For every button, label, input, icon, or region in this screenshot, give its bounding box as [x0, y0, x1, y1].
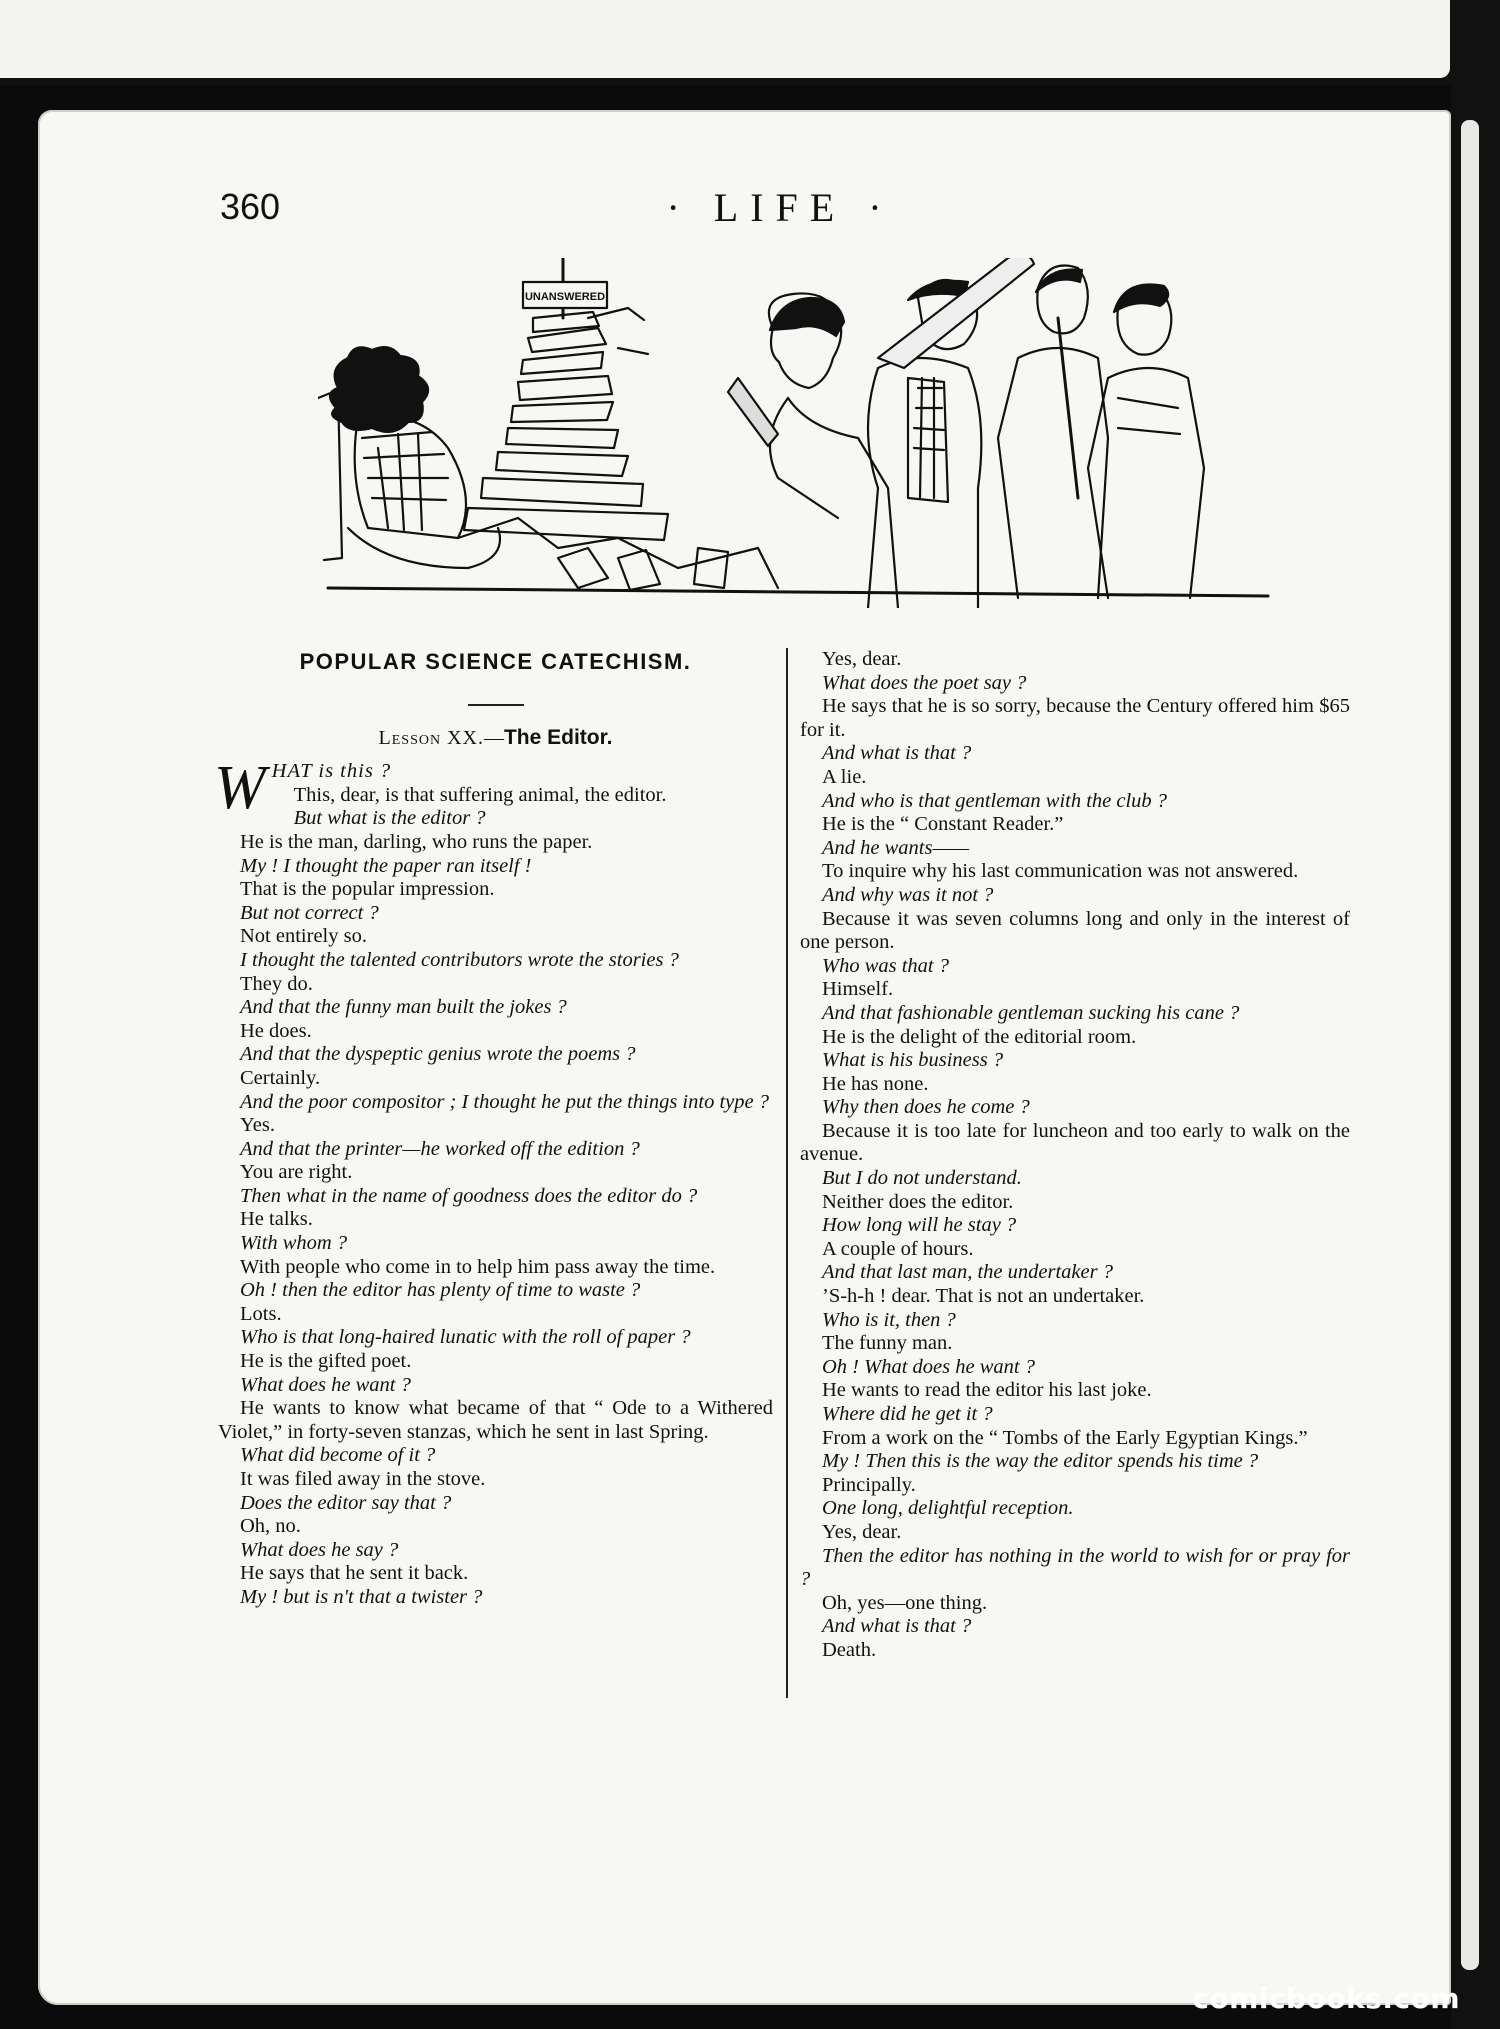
- right-answer-line: Because it was seven columns long and only in the interest of one person.: [800, 907, 1350, 954]
- funny-man-figure: [1088, 284, 1204, 598]
- lesson-title: The Editor.: [503, 725, 613, 749]
- left-answer-line: He wants to know what became of that “ Ode to a Withered Violet,” in forty-seven stanzas, which he sent in last Spring.: [218, 1397, 773, 1443]
- column-divider: [786, 648, 788, 1698]
- right-question-line: My ! Then this is the way the editor spends his time ?: [822, 1450, 1259, 1473]
- right-question-line: And why was it not ?: [822, 883, 994, 906]
- right-answer-line: A couple of hours.: [822, 1237, 974, 1260]
- right-question-line: Who is it, then ?: [822, 1308, 956, 1331]
- right-question-line: And he wants——: [822, 836, 969, 859]
- left-question-line: But what is the editor ?: [293, 807, 486, 830]
- left-question-line: Who is that long-haired lunatic with the roll of paper ?: [240, 1326, 691, 1349]
- right-answer-line: Because it is too late for luncheon and too early to walk on the avenue.: [800, 1119, 1350, 1166]
- right-answer-line: A lie.: [822, 765, 867, 788]
- right-question-line: Where did he get it ?: [822, 1403, 993, 1425]
- left-question-line: But not correct ?: [240, 901, 379, 924]
- left-question-line: And that the funny man built the jokes ?: [240, 996, 567, 1019]
- right-answer-line: Principally.: [822, 1473, 916, 1496]
- left-answer-line: They do.: [240, 972, 313, 995]
- article-left-column: [214, 648, 773, 1610]
- left-answer-line: Yes.: [240, 1114, 275, 1137]
- left-question-line: And that the dyspeptic genius wrote the poems ?: [240, 1043, 636, 1066]
- lesson-number: Lesson XX.: [378, 726, 484, 749]
- article-title: POPULAR SCIENCE CATECHISM.: [299, 649, 692, 674]
- left-question-line: With whom ?: [240, 1232, 348, 1255]
- right-question-line: And that last man, the undertaker ?: [822, 1261, 1113, 1284]
- page-number: 360: [220, 186, 281, 227]
- unanswered-paper-pile: [458, 258, 778, 590]
- right-answer-line: Yes, dear.: [822, 1520, 902, 1543]
- right-question-line: And what is that ?: [822, 742, 972, 765]
- left-question-line: And the poor compositor ; I thought he put the things into type ?: [240, 1090, 769, 1113]
- right-answer-line: He wants to read the editor his last joke.: [822, 1379, 1152, 1402]
- right-question-line: Oh ! What does he want ?: [822, 1355, 1035, 1378]
- left-question-line: Oh ! then the editor has plenty of time to waste ?: [240, 1279, 641, 1302]
- right-answer-line: Neither does the editor.: [822, 1190, 1014, 1213]
- lesson-dash: —: [483, 726, 504, 749]
- previous-page-edge: [0, 0, 1450, 78]
- left-answer-line: Certainly.: [240, 1066, 321, 1089]
- right-answer-line: To inquire why his last communication was not answered.: [822, 860, 1299, 883]
- article-right-column: [800, 648, 1350, 1663]
- left-question-line: My ! I thought the paper ran itself !: [240, 854, 532, 877]
- right-question-line: Who was that ?: [822, 954, 949, 977]
- right-question-line: One long, delightful reception.: [822, 1497, 1074, 1520]
- opening-question: HAT is this ?: [271, 760, 392, 783]
- left-answer-line: It was filed away in the stove.: [240, 1468, 486, 1490]
- left-dialogue: [218, 784, 773, 1610]
- left-question-line: What does he say ?: [240, 1538, 399, 1561]
- right-answer-line: He has none.: [822, 1072, 929, 1095]
- left-answer-line: Not entirely so.: [240, 925, 367, 948]
- lesson-heading: [218, 726, 773, 751]
- right-question-line: And what is that ?: [822, 1615, 972, 1638]
- left-answer-line: With people who come in to help him pass away the time.: [240, 1255, 716, 1278]
- left-answer-line: You are right.: [240, 1161, 353, 1184]
- left-answer-line: He talks.: [240, 1208, 313, 1231]
- scan-top-border: [0, 0, 1500, 85]
- left-question-line: What does he want ?: [240, 1373, 411, 1396]
- fashionable-gentleman-figure: [998, 266, 1108, 599]
- drop-cap: W: [214, 754, 266, 823]
- left-question-line: Then what in the name of goodness does the editor do ?: [240, 1184, 698, 1207]
- right-answer-line: Death.: [822, 1638, 877, 1661]
- editor-office-illustration: [318, 258, 1278, 608]
- left-answer-line: He does.: [240, 1019, 312, 1042]
- right-question-line: But I do not understand.: [822, 1167, 1022, 1190]
- right-dialogue: [800, 648, 1350, 1663]
- left-question-line: I thought the talented contributors wrote the stories ?: [240, 948, 679, 971]
- right-question-line: And who is that gentleman with the club ?: [822, 789, 1168, 812]
- right-answer-line: From a work on the “ Tombs of the Early Egyptian Kings.”: [822, 1426, 1308, 1449]
- right-question-line: What is his business ?: [822, 1049, 1004, 1072]
- right-answer-line: He is the delight of the editorial room.: [822, 1025, 1137, 1048]
- right-answer-line: Yes, dear.: [822, 648, 902, 670]
- left-question-line: And that the printer—he worked off the edition ?: [240, 1137, 640, 1160]
- left-answer-line: Lots.: [240, 1302, 282, 1325]
- right-answer-line: Oh, yes—one thing.: [822, 1591, 988, 1614]
- left-answer-line: Oh, no.: [240, 1515, 301, 1538]
- title-rule: [468, 704, 524, 706]
- source-watermark: comicbooks.com: [1192, 1982, 1460, 2015]
- left-answer-line: That is the popular impression.: [240, 878, 495, 901]
- right-question-line: What does the poet say ?: [822, 671, 1027, 694]
- left-answer-line: He says that he sent it back.: [240, 1562, 469, 1585]
- left-question-line: Does the editor say that ?: [240, 1491, 452, 1514]
- editor-figure: [318, 347, 1268, 596]
- right-answer-line: The funny man.: [822, 1332, 953, 1355]
- left-question-line: My ! but is n't that a twister ?: [240, 1585, 483, 1608]
- scan-right-border: [1451, 0, 1500, 2029]
- right-answer-line: He is the “ Constant Reader.”: [822, 813, 1064, 836]
- next-page-edge: [1461, 120, 1479, 1970]
- unanswered-sign-text: UNANSWERED: [524, 291, 606, 303]
- left-answer-line: He is the man, darling, who runs the paper.: [240, 830, 593, 853]
- right-question-line: How long will he stay ?: [822, 1214, 1017, 1237]
- left-answer-line: He is the gifted poet.: [240, 1350, 412, 1373]
- right-question-line: Then the editor has nothing in the world to wish for or pray for ?: [800, 1544, 1350, 1591]
- right-question-line: And that fashionable gentleman sucking his cane ?: [822, 1001, 1240, 1024]
- right-answer-line: ’S-h-h ! dear. That is not an undertaker.: [822, 1285, 1145, 1308]
- left-question-line: What did become of it ?: [240, 1444, 436, 1467]
- right-question-line: Why then does he come ?: [822, 1096, 1030, 1119]
- right-answer-line: Himself.: [822, 978, 894, 1001]
- right-answer-line: He says that he is so sorry, because the Century offered him $65 for it.: [800, 695, 1350, 741]
- masthead: · LIFE ·: [666, 185, 894, 230]
- left-answer-line: This, dear, is that suffering animal, the editor.: [293, 783, 667, 806]
